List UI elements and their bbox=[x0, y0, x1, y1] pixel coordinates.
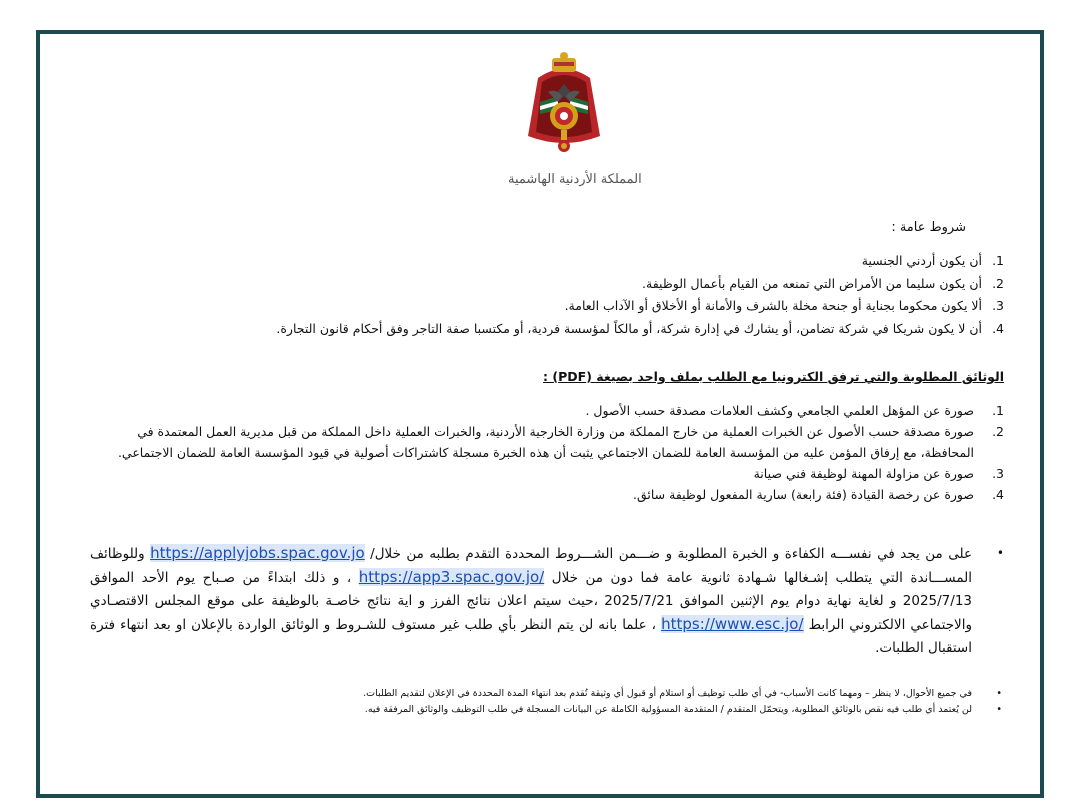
application-announcement bbox=[90, 542, 1004, 660]
general-conditions-list bbox=[90, 250, 1004, 340]
esc-link[interactable]: https://www.esc.jo/ bbox=[661, 615, 804, 633]
notes-list bbox=[90, 686, 1004, 718]
item-text: صورة عن رخصة القيادة (فئة رابعة) سارية المفعول لوظيفة سائق. bbox=[633, 487, 974, 502]
kingdom-name: المملكة الأردنية الهاشمية bbox=[508, 172, 642, 187]
item-text: صورة عن المؤهل العلمي الجامعي وكشف العلامات مصدقة حسب الأصول . bbox=[585, 403, 974, 418]
item-number: 4. bbox=[992, 487, 1004, 502]
item-text: أن يكون سليما من الأمراض التي تمنعه من القيام بأعمال الوظيفة. bbox=[642, 275, 983, 291]
item-text: ألا يكون محكوما بجناية أو جنحة مخلة بالشرف والأمانة أو الأخلاق أو الآداب العامة. bbox=[564, 298, 983, 313]
bullet-icon: • bbox=[996, 688, 1002, 699]
bullet-icon: • bbox=[996, 546, 1004, 560]
list-item bbox=[90, 400, 1004, 421]
jordan-coat-of-arms-icon bbox=[518, 50, 610, 162]
announcement-text: وللوظائف المســـاندة التي يتطلب إشـغالها شـهادة ثانوية عامة فما دون من خلال bbox=[90, 546, 972, 586]
required-documents-list bbox=[90, 400, 1004, 505]
list-item bbox=[90, 250, 1004, 273]
list-item bbox=[90, 318, 1004, 341]
applyjobs-link[interactable]: https://applyjobs.spac.gov.jo bbox=[150, 544, 365, 562]
announcement-text: ، و ذلك ابتداءً من صـباح يوم الأحد الموافق 2025/7/13 و لغاية نهاية دوام يوم الإثنين الموافق 2025/7/21 ،حيث سيتم اعلان نتائج الفرز و اية نتائج خاصـة بالوظيفة على موقع المجلس الاقتصـادي والاجتماعي الالكتروني الرابط bbox=[90, 570, 973, 633]
note-text: في جميع الأحوال، لا ينظر – ومهما كانت الأسباب- في أي طلب توظيف أو استلام أو قبول أي وثيقة تُقدم بعد انتهاء المدة المحددة في الإعلان لتقديم الطلبات. bbox=[363, 688, 972, 699]
general-conditions-title: شروط عامة : bbox=[891, 220, 966, 235]
list-item bbox=[90, 463, 1004, 484]
item-number: 1. bbox=[992, 253, 1004, 268]
note-item bbox=[90, 686, 1002, 702]
item-number: 3. bbox=[992, 298, 1004, 313]
item-text: أن يكون أردني الجنسية bbox=[861, 253, 983, 268]
item-number: 1. bbox=[992, 403, 1004, 418]
list-item bbox=[90, 421, 1004, 463]
announcement-text: على من يجد في نفســـه الكفاءة و الخبرة المطلوبة و ضـــمن الشـــروط المحددة التقدم بطلبه من خلال/ bbox=[370, 546, 972, 562]
item-number: 2. bbox=[992, 275, 1004, 291]
app3-link[interactable]: https://app3.spac.gov.jo/ bbox=[358, 568, 545, 586]
required-documents-title: الوثائق المطلوبة والتي ترفق الكترونيا مع الطلب بملف واحد بصيغة (PDF) : bbox=[543, 369, 1004, 384]
item-number: 2. bbox=[992, 424, 1004, 439]
list-item bbox=[90, 273, 1004, 296]
announcement-text: ، علما بانه لن يتم النظر بأي طلب غير مستوف للشـروط و الوثائق الواردة بالإعلان او بعد انتهاء فترة استقبال الطلبات. bbox=[90, 617, 972, 656]
list-item bbox=[90, 295, 1004, 318]
bullet-icon: • bbox=[996, 704, 1002, 715]
list-item bbox=[90, 484, 1004, 505]
item-number: 3. bbox=[992, 466, 1004, 481]
item-number: 4. bbox=[992, 320, 1004, 336]
item-text: صورة مصدقة حسب الأصول عن الخبرات العملية من خارج المملكة من وزارة الخارجية الأردنية، والخبرات العملية داخل المملكة من قبل مديرية العمل المعتمدة في المحافظة، مع إرفاق المؤمن عليه من المؤسسة العامة للضمان الاجتماعي يثبت أن هذه الخبرة مسجلة كاشتراكات أصولية في قيود المؤسسة العامة للضمان الاجتماعي. bbox=[117, 424, 974, 460]
item-text: صورة عن مزاولة المهنة لوظيفة فني صيانة bbox=[753, 466, 974, 481]
note-text: لن يُعتمد أي طلب فيه نقص بالوثائق المطلوبة، ويتحمّل المتقدم / المتقدمة المسؤولية الكاملة عن البيانات المسجلة في طلب التوظيف والوثائق المرفقة فيه. bbox=[364, 704, 972, 715]
note-item bbox=[90, 702, 1002, 718]
item-text: أن لا يكون شريكا في شركة تضامن، أو يشارك في إدارة شركة، أو مالكاً لمؤسسة فردية، أو مكتسبا صفة التاجر وفق أحكام قانون التجارة. bbox=[276, 320, 983, 336]
document-page bbox=[36, 30, 1044, 798]
